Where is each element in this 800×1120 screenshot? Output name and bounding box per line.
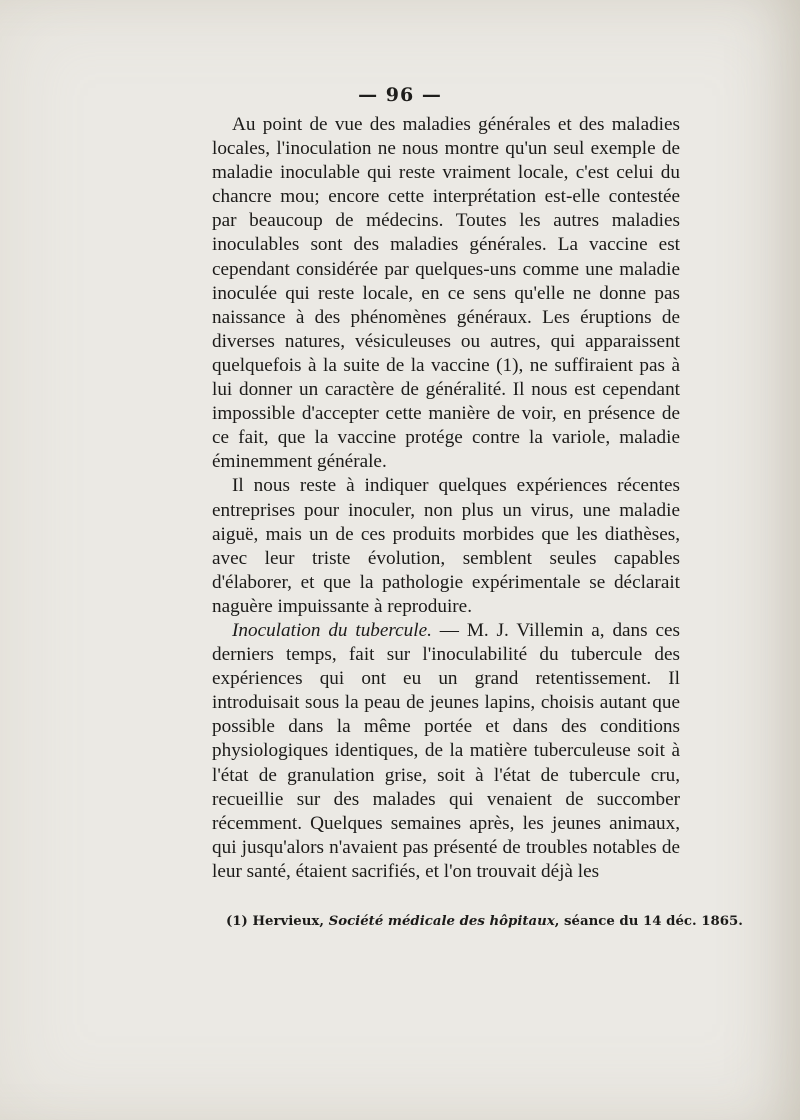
paragraph-1-text: Au point de vue des maladies générales et des maladies locales, l'inoculation ne nous montre qu'un seul exemple de maladie inoculable qui reste vraiment locale, c'est celui du chancre mou; encore cette interprétation est-elle contestée par beaucoup de médecins. Toutes les autres maladies inoculables sont des maladies générales. La vaccine est cependant considérée par quelques-uns comme une maladie inoculée qui reste locale, en ce sens qu'elle ne donne pas naissance à des phénomènes généraux. Les éruptions de diverses natures, vésiculeuses ou autres, qui apparaissent quelquefois à la suite de la vaccine (1), ne suffiraient pas à lui donner un caractère de généralité. Il nous est cependant impossible d'accepter cette manière de voir, en présence de ce fait, que la vaccine protége contre la variole, maladie éminemment générale. xyxy=(212,114,680,473)
footnote-prefix: (1) Hervieux, xyxy=(226,914,329,929)
paragraph-tubercle xyxy=(212,619,680,884)
footnote-journal: Société médicale des hôpitaux xyxy=(328,914,555,929)
footnote-suffix: , séance du 14 déc. 1865. xyxy=(554,914,743,929)
paragraph-vaccine xyxy=(212,113,680,474)
footnote xyxy=(226,914,743,929)
body-text xyxy=(212,113,680,884)
paragraph-2-text: Il nous reste à indiquer quelques expériences récentes entreprises pour inoculer, non plus un virus, une maladie aiguë, mais un de ces produits morbides que les diathèses, avec leur triste évolution, semblent seules capables d'élaborer, et que la pathologie expérimentale se déclarait naguère impuissante à reproduire. xyxy=(212,475,680,617)
paragraph-3-text: — M. J. Villemin a, dans ces derniers temps, fait sur l'inoculabilité du tubercule des expériences qui ont eu un grand retentissement. Il introduisait sous la peau de jeunes lapins, choisis autant que possible dans la même portée et dans des conditions physiologiques identiques, de la matière tuberculeuse soit à l'état de granulation grise, soit à l'état de tubercule cru, recueillie sur des malades qui venaient de succomber récemment. Quelques semaines après, les jeunes animaux, qui jusqu'alors n'avaient pas présenté de troubles notables de leur santé, étaient sacrifiés, et l'on trouvait déjà les xyxy=(212,619,680,882)
page-number: — 96 — xyxy=(358,84,442,106)
paragraph-experiments xyxy=(212,474,680,619)
section-heading-tubercle: Inoculation du tubercule. xyxy=(232,619,432,641)
